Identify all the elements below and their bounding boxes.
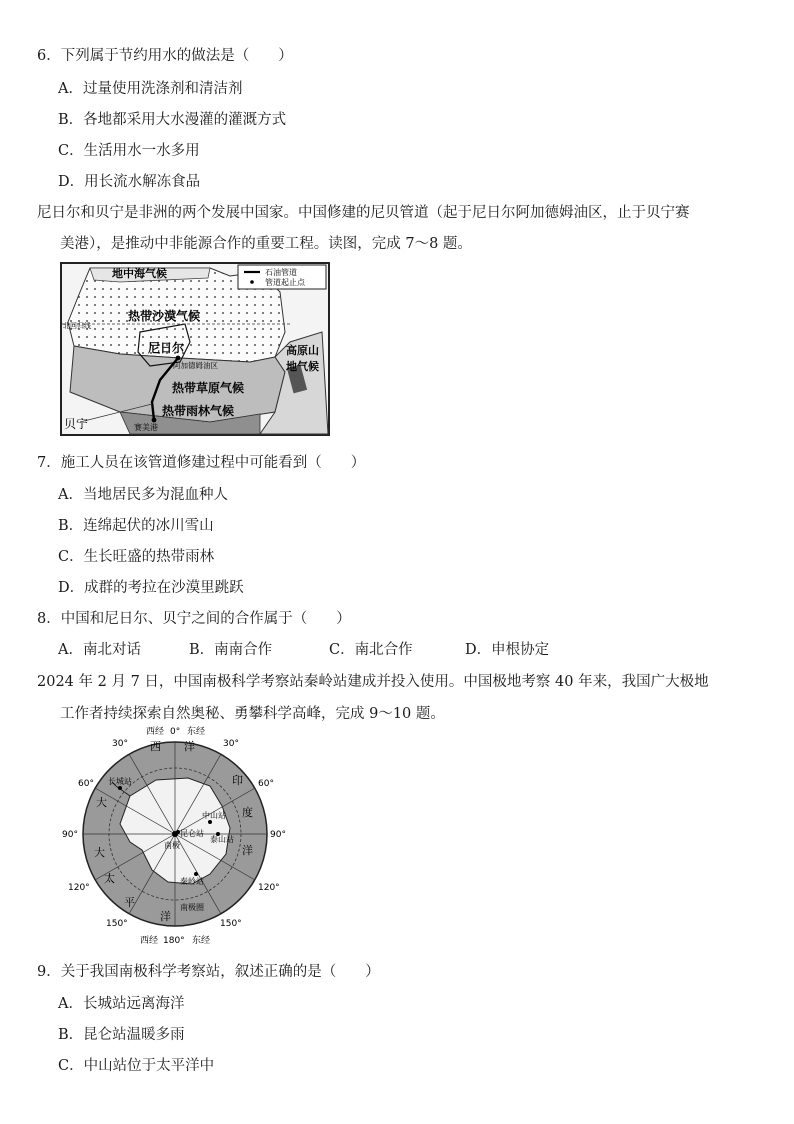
label-niger: 尼日尔 xyxy=(148,341,185,355)
q8-option-a: A．南北对话 xyxy=(58,642,141,658)
q8-options xyxy=(58,638,549,659)
ocean-pacific-2: 太 xyxy=(104,872,115,885)
q8-stem: 8．中国和尼日尔、贝宁之间的合作属于（ ） xyxy=(37,611,351,627)
legend-endpoints: 管道起止点 xyxy=(265,278,305,287)
passage2-line2: 工作者持续探索自然奥秘、勇攀科学高峰，完成 9～10 题。 xyxy=(60,706,445,722)
deg-right-120: 120° xyxy=(258,883,280,893)
ocean-indian-2: 度 xyxy=(242,806,253,819)
ocean-indian-1: 印 xyxy=(232,774,243,787)
q7-option-d: D．成群的考拉在沙漠里跳跃 xyxy=(58,580,244,596)
q8-option-c: C．南北合作 xyxy=(329,642,413,658)
ocean-big: 大 xyxy=(96,796,107,809)
label-desert: 热带沙漠气候 xyxy=(128,309,201,323)
passage1-line2: 美港），是推动中非能源合作的重要工程。读图，完成 7～8 题。 xyxy=(60,236,472,252)
q9-option-c: C．中山站位于太平洋中 xyxy=(58,1058,215,1074)
station-zhongshan: 中山站 xyxy=(202,811,226,820)
q7-stem: 7．施工人员在该管道修建过程中可能看到（ ） xyxy=(37,455,366,471)
africa-climate-map xyxy=(60,262,330,438)
passage2-line1: 2024 年 2 月 7 日，中国南极科学考察站秦岭站建成并投入使用。中国极地考察 40 年来，我国广大极地 xyxy=(37,674,709,690)
q9-stem: 9．关于我国南极科学考察站，叙述正确的是（ ） xyxy=(37,964,380,980)
station-kunlun: 昆仑站 xyxy=(180,829,204,838)
antarctica-map xyxy=(60,724,290,946)
q6-option-c: C．生活用水一水多用 xyxy=(58,143,200,159)
station-qinling: 秦岭站 xyxy=(180,877,204,886)
label-rainforest: 热带雨林气候 xyxy=(162,404,235,418)
label-highland-1: 高原山 xyxy=(286,344,319,357)
label-south-pole: 南极 xyxy=(164,841,180,850)
passage1-line1: 尼日尔和贝宁是非洲的两个发展中国家。中国修建的尼贝管道（起于尼日尔阿加德姆油区，止于贝宁赛 xyxy=(37,205,690,221)
bottom-180: 180° xyxy=(163,936,185,946)
top-east: 东经 xyxy=(187,727,206,737)
q6-option-a: A．过量使用洗涤剂和清洁剂 xyxy=(58,81,243,97)
label-agadem: 阿加德姆油区 xyxy=(173,361,218,370)
top-zero: 0° xyxy=(170,727,181,737)
q8-option-d: D．申根协定 xyxy=(465,642,550,658)
africa-map-svg xyxy=(60,262,330,438)
ocean-indian-3: 洋 xyxy=(242,844,253,857)
q7-option-c: C．生长旺盛的热带雨林 xyxy=(58,549,215,565)
deg-right-60: 60° xyxy=(258,779,274,789)
label-tropic: 北回归线 xyxy=(63,322,91,330)
ocean-pacific-3: 平 xyxy=(124,896,135,909)
q6-stem: 6．下列属于节约用水的做法是（ ） xyxy=(37,48,293,64)
label-port: 赛美港 xyxy=(134,423,158,432)
q9-option-b: B．昆仑站温暖多雨 xyxy=(58,1027,185,1043)
antarctica-map-svg xyxy=(60,724,290,946)
label-mediterranean: 地中海气候 xyxy=(112,267,167,280)
top-west: 西经 xyxy=(146,727,165,737)
q9-option-a: A．长城站远离海洋 xyxy=(58,996,185,1012)
deg-left-90: 90° xyxy=(62,830,78,840)
deg-left-150: 150° xyxy=(106,919,128,929)
q7-option-b: B．连绵起伏的冰川雪山 xyxy=(58,518,214,534)
deg-right-90: 90° xyxy=(270,830,286,840)
label-savanna: 热带草原气候 xyxy=(172,381,245,395)
label-highland-2: 地气候 xyxy=(286,360,319,373)
ocean-pacific-4: 洋 xyxy=(160,910,171,923)
station-taishan: 泰山站 xyxy=(210,835,234,844)
ocean-atlantic-2: 洋 xyxy=(184,740,195,753)
bottom-east: 东经 xyxy=(192,936,211,946)
deg-left-60: 60° xyxy=(78,779,94,789)
q8-option-b: B．南南合作 xyxy=(189,642,273,658)
station-great-wall: 长城站 xyxy=(108,777,132,786)
legend-pipeline: 石油管道 xyxy=(265,268,297,277)
label-antarctic-circle: 南极圈 xyxy=(180,903,204,912)
deg-right-150: 150° xyxy=(220,919,242,929)
ocean-pacific-1: 大 xyxy=(94,846,105,859)
q6-option-b: B．各地都采用大水漫灌的灌溉方式 xyxy=(58,112,287,128)
deg-left-30: 30° xyxy=(112,739,128,749)
q7-option-a: A．当地居民多为混血种人 xyxy=(58,487,228,503)
label-benin: 贝宁 xyxy=(64,417,89,431)
bottom-west: 西经 xyxy=(140,936,159,946)
ocean-atlantic-1: 西 xyxy=(150,740,161,753)
deg-right-30: 30° xyxy=(223,739,239,749)
q6-option-d: D．用长流水解冻食品 xyxy=(58,174,201,190)
deg-left-120: 120° xyxy=(68,883,90,893)
